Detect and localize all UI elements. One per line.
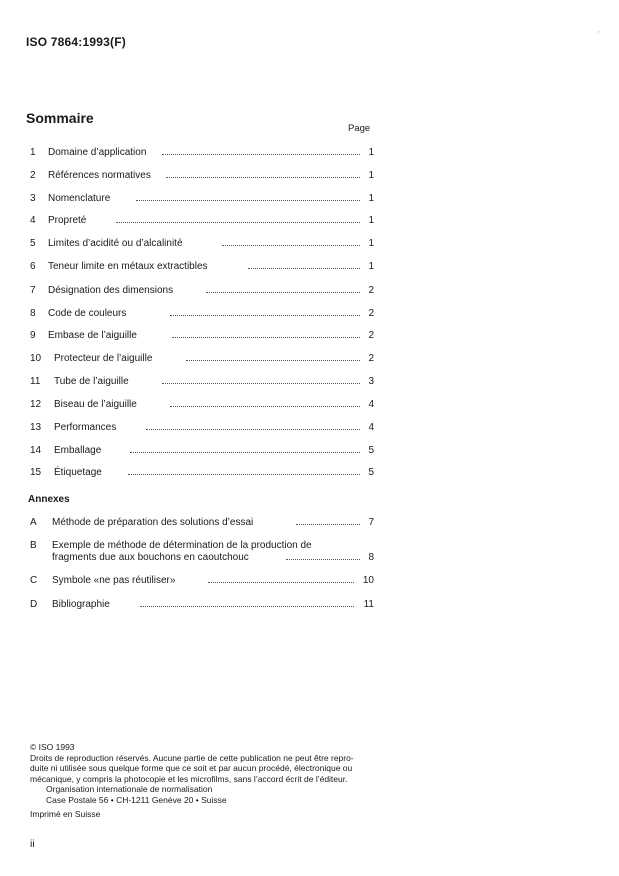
toc-item[interactable] [30, 214, 374, 228]
toc-item-label: Code de couleurs [48, 308, 127, 319]
toc-item[interactable] [30, 352, 374, 366]
toc-leader-dots [136, 199, 360, 201]
page-number: ii [30, 838, 35, 850]
toc-item-page: 1 [368, 261, 374, 272]
toc-item-number: 5 [30, 238, 36, 249]
annex-page: 8 [368, 552, 374, 563]
toc-leader-dots [186, 359, 360, 361]
toc-item-page: 5 [368, 467, 374, 478]
toc-item-label: Tube de l’aiguille [54, 376, 129, 387]
toc-item-number: 11 [30, 376, 41, 387]
toc-title: Sommaire [26, 110, 94, 126]
document-header: ISO 7864:1993(F) [26, 35, 126, 49]
annex-item[interactable] [30, 598, 374, 612]
toc-item-page: 4 [368, 422, 374, 433]
toc-item-number: 8 [30, 308, 36, 319]
copyright-text: Droits de reproduction réservés. Aucune partie de cette publication ne peut être repro- [30, 752, 354, 763]
annex-label: Symbole «ne pas réutiliser» [52, 575, 176, 586]
toc-item-label: Performances [54, 422, 117, 433]
toc-item-label: Étiquetage [54, 467, 102, 478]
toc-item-label: Embase de l’aiguille [48, 330, 137, 341]
toc-item-number: 15 [30, 467, 42, 478]
toc-item[interactable] [30, 169, 374, 183]
toc-leader-dots [248, 267, 360, 269]
toc-item[interactable] [30, 466, 374, 480]
toc-item-page: 1 [368, 147, 374, 158]
page-column-header: Page [348, 123, 371, 134]
toc-item-label: Domaine d’application [48, 147, 147, 158]
toc-leader-dots [162, 382, 360, 384]
toc-item-number: 7 [30, 285, 36, 296]
toc-item-number: 13 [30, 422, 42, 433]
toc-item[interactable] [30, 375, 374, 389]
toc-leader-dots [222, 244, 360, 246]
copyright-block [30, 742, 380, 820]
toc-leader-dots [170, 314, 360, 316]
toc-item-page: 2 [368, 285, 374, 296]
annex-page: 10 [362, 575, 374, 586]
toc-item[interactable] [30, 307, 374, 321]
toc-item-label: Teneur limite en métaux extractibles [48, 261, 208, 272]
toc-leader-dots [170, 405, 360, 407]
annex-letter: B [30, 540, 37, 551]
toc-leader-dots [146, 428, 360, 430]
toc-item[interactable] [30, 284, 374, 298]
toc-leader-dots [162, 153, 360, 155]
toc-item-number: 6 [30, 261, 36, 272]
toc-item-page: 1 [368, 170, 374, 181]
toc-item-label: Biseau de l’aiguille [54, 399, 137, 410]
toc-item-number: 10 [30, 353, 42, 364]
annex-item[interactable] [30, 574, 374, 588]
toc-item-label: Nomenclature [48, 193, 111, 204]
toc-leader-dots [206, 291, 360, 293]
toc-item[interactable] [30, 192, 374, 206]
toc-item-page: 2 [368, 308, 374, 319]
toc-item[interactable] [30, 237, 374, 251]
toc-item-page: 2 [368, 353, 374, 364]
annex-page: 7 [368, 517, 374, 528]
organization-name: Organisation internationale de normalisation [46, 784, 213, 794]
toc-leader-dots [286, 558, 360, 560]
printed-in: Imprimé en Suisse [30, 809, 101, 819]
toc-item-page: 5 [368, 445, 374, 456]
annex-letter: A [30, 517, 37, 528]
toc-leader-dots [140, 605, 354, 607]
toc-item-number: 1 [30, 147, 36, 158]
toc-item-number: 2 [30, 170, 36, 181]
toc-item[interactable] [30, 329, 374, 343]
toc-item-number: 12 [30, 399, 42, 410]
toc-leader-dots [166, 176, 360, 178]
toc-item[interactable] [30, 444, 374, 458]
toc-item-page: 1 [368, 193, 374, 204]
toc-item-page: 3 [368, 376, 374, 387]
toc-item-label: Désignation des dimensions [48, 285, 174, 296]
toc-leader-dots [128, 473, 360, 475]
annex-letter: C [30, 575, 38, 586]
copyright-text: duite ni utilisée sous quelque forme que ce soit et par aucun procédé, électronique ou [30, 763, 353, 773]
toc-item-number: 4 [30, 215, 36, 226]
toc-leader-dots [208, 581, 354, 583]
toc-leader-dots [296, 523, 360, 525]
annex-item[interactable] [30, 516, 374, 530]
toc-item-label: Références normatives [48, 170, 151, 181]
organization-address: Case Postale 56 • CH-1211 Genève 20 • Suisse [46, 794, 227, 805]
toc-item-label: Emballage [54, 445, 102, 456]
copyright-notice: © ISO 1993 [30, 742, 75, 752]
annex-label: Bibliographie [52, 599, 110, 610]
annex-label-continued: fragments due aux bouchons en caoutchouc [52, 552, 249, 563]
annex-page: 11 [363, 599, 374, 610]
annexes-heading: Annexes [28, 494, 70, 505]
toc-leader-dots [172, 336, 360, 338]
toc-item-number: 14 [30, 445, 42, 456]
toc-item-page: 4 [368, 399, 374, 410]
toc-item-number: 3 [30, 193, 36, 204]
toc-item-label: Protecteur de l’aiguille [54, 353, 153, 364]
toc-item[interactable] [30, 398, 374, 412]
corner-mark: ' [598, 30, 600, 39]
toc-item-label: Limites d’acidité ou d’alcalinité [48, 238, 183, 249]
toc-leader-dots [130, 451, 360, 453]
toc-leader-dots [116, 221, 360, 223]
toc-item-page: 2 [368, 330, 374, 341]
annex-label: Méthode de préparation des solutions d’essai [52, 517, 254, 528]
toc-item-label: Propreté [48, 215, 87, 226]
toc-item[interactable] [30, 260, 374, 274]
toc-item-page: 1 [368, 215, 374, 226]
annex-letter: D [30, 599, 38, 610]
annex-item[interactable] [30, 539, 374, 567]
toc-item-page: 1 [368, 238, 374, 249]
annex-label: Exemple de méthode de détermination de la production de [52, 540, 312, 551]
copyright-text: mécanique, y compris la photocopie et les microfilms, sans l’accord écrit de l’éditeur. [30, 773, 348, 784]
toc-item[interactable] [30, 146, 374, 160]
toc-item-number: 9 [30, 330, 36, 341]
toc-item[interactable] [30, 421, 374, 435]
